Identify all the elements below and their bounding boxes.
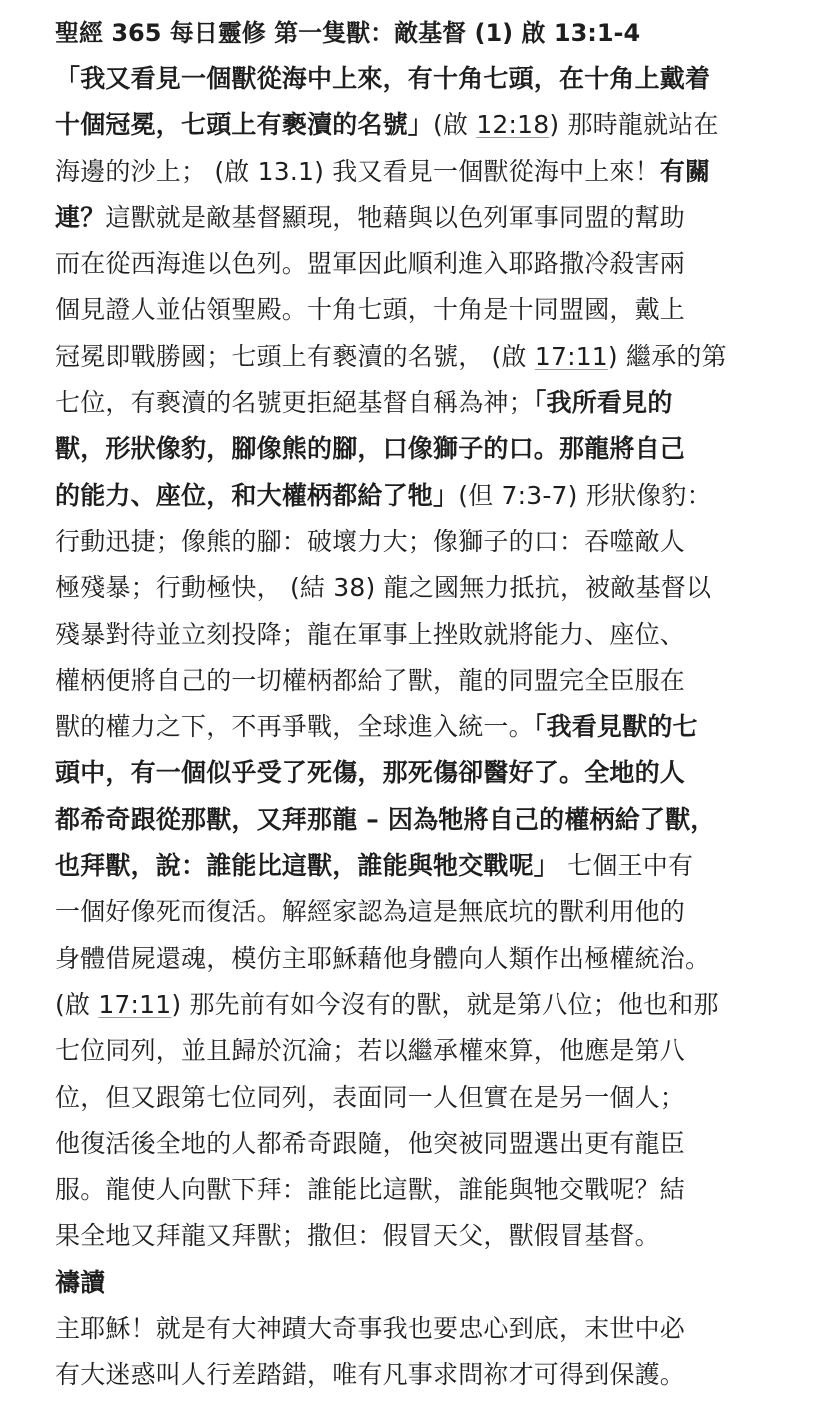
text-segment: 七個王中有 (559, 851, 694, 881)
text-segment: 獸的權力之下，不再爭戰，全球進入統一。 (55, 712, 534, 742)
text-line (55, 473, 795, 519)
text-segment: ) 繼承的第 (607, 341, 727, 371)
text-line (55, 426, 795, 472)
scripture-reference-link[interactable]: 12:18 (476, 110, 550, 140)
text-segment: 七位同列，並且歸於沉淪；若以繼承權來算，他應是第八 (55, 1036, 686, 1066)
text-segment: 行動迅捷；像熊的腳：破壞力大；像獅子的口：吞噬敵人 (55, 526, 686, 556)
text-segment: 殘暴對待並立刻投降；龍在軍事上挫敗就將能力、座位、 (55, 619, 686, 649)
text-line (55, 843, 795, 889)
bold-text-segment: 十個冠冕，七頭上有褻瀆的名號」 (55, 110, 434, 140)
text-segment: (啟 (433, 110, 477, 140)
text-segment: 個見證人並佔領聖殿。十角七頭，十角是十同盟國，戴上 (55, 295, 686, 325)
text-line (55, 750, 795, 796)
text-line (55, 1121, 795, 1167)
text-line (55, 287, 795, 333)
text-segment: 他復活後全地的人都希奇跟隨，他突被同盟選出更有龍臣 (55, 1128, 686, 1158)
text-segment: ) 那先前有如今沒有的獸，就是第八位；他也和那 (171, 989, 719, 1019)
text-line (55, 612, 795, 658)
scripture-reference-link[interactable]: 17:11 (98, 989, 172, 1019)
text-segment: (啟 (55, 989, 99, 1019)
text-line (55, 334, 795, 380)
text-line (55, 1075, 795, 1121)
text-line (55, 704, 795, 750)
bold-text-segment: 「我又看見一個獸從海中上來，有十角七頭，在十角上戴着 (55, 64, 711, 93)
bold-text-segment: 「我所看見的 (533, 388, 673, 418)
text-line (55, 380, 795, 426)
text-line (55, 658, 795, 704)
text-line (55, 1028, 795, 1074)
devotional-document (55, 10, 795, 1399)
page-title: 聖經 365 每日靈修 第一隻獸：敵基督 (1) 啟 13:1-4 (55, 19, 641, 47)
text-line (55, 982, 795, 1028)
text-segment: (但 7:3-7) 形狀像豹： (458, 480, 712, 510)
bold-text-segment: 都希奇跟從那獸，又拜那龍 – 因為牠將自己的權柄給了獸， (55, 804, 716, 834)
text-segment: 服。龍使人向獸下拜：誰能比這獸，誰能與牠交戰呢？結 (55, 1175, 686, 1205)
bold-text-segment: 頭中，有一個似乎受了死傷，那死傷卻醫好了。全地的人 (55, 758, 686, 788)
text-line (55, 936, 795, 982)
text-line (55, 1260, 795, 1306)
text-segment: 極殘暴；行動極快， (結 38) 龍之國無力抵抗，被敵基督以 (55, 573, 712, 603)
devotional-body (55, 56, 795, 1399)
text-line (55, 565, 795, 611)
text-line (55, 1352, 795, 1398)
bold-text-segment: 的能力、座位，和大權柄都給了牠」 (55, 480, 459, 510)
text-segment: 位，但又跟第七位同列，表面同一人但實在是另一個人； (55, 1082, 686, 1112)
bold-text-segment: 也拜獸，說：誰能比這獸，誰能與牠交戰呢」 (55, 851, 560, 881)
bold-text-segment: 「我看見獸的七 (533, 712, 698, 742)
text-line (55, 889, 795, 935)
scripture-reference-link[interactable]: 17:11 (534, 341, 608, 371)
text-line (55, 102, 795, 148)
text-line (55, 241, 795, 287)
text-segment: 七位，有褻瀆的名號更拒絕基督自稱為神； (55, 388, 534, 418)
text-segment: 海邊的沙上； (啟 13.1) 我又看見一個獸從海中上來！ (55, 156, 660, 186)
text-segment: ) 那時龍就站在 (549, 110, 719, 140)
text-segment: 身體借屍還魂，模仿主耶穌藉他身體向人類作出極權統治。 (55, 943, 711, 973)
text-line (55, 519, 795, 565)
text-segment: 權柄便將自己的一切權柄都給了獸，龍的同盟完全臣服在 (55, 665, 686, 695)
text-segment: 這獸就是敵基督顯現，牠藉與以色列軍事同盟的幫助 (105, 202, 686, 232)
text-segment: 一個好像死而復活。解經家認為這是無底坑的獸利用他的 (55, 897, 686, 927)
text-segment: 主耶穌！就是有大神蹟大奇事我也要忠心到底，末世中必 (55, 1314, 686, 1344)
bold-text-segment: 獸，形狀像豹，腳像熊的腳，口像獅子的口。那龍將自己 (55, 434, 686, 464)
text-line (55, 149, 795, 195)
bold-text-segment: 禱讀 (55, 1267, 106, 1297)
text-line (55, 1213, 795, 1259)
text-line (55, 56, 795, 102)
text-segment: 冠冕即戰勝國；七頭上有褻瀆的名號， (啟 (55, 341, 535, 371)
text-line (55, 195, 795, 241)
text-segment: 而在從西海進以色列。盟軍因此順利進入耶路撒冷殺害兩 (55, 249, 686, 279)
text-line (55, 1167, 795, 1213)
text-line (55, 797, 795, 843)
bold-text-segment: 有關 (659, 156, 711, 186)
text-segment: 有大迷惑叫人行差踏錯，唯有凡事求問祢才可得到保護。 (55, 1360, 686, 1390)
text-segment: 果全地又拜龍又拜獸；撒但：假冒天父，獸假冒基督。 (55, 1221, 660, 1251)
text-line (55, 1306, 795, 1352)
bold-text-segment: 連？ (55, 202, 106, 232)
